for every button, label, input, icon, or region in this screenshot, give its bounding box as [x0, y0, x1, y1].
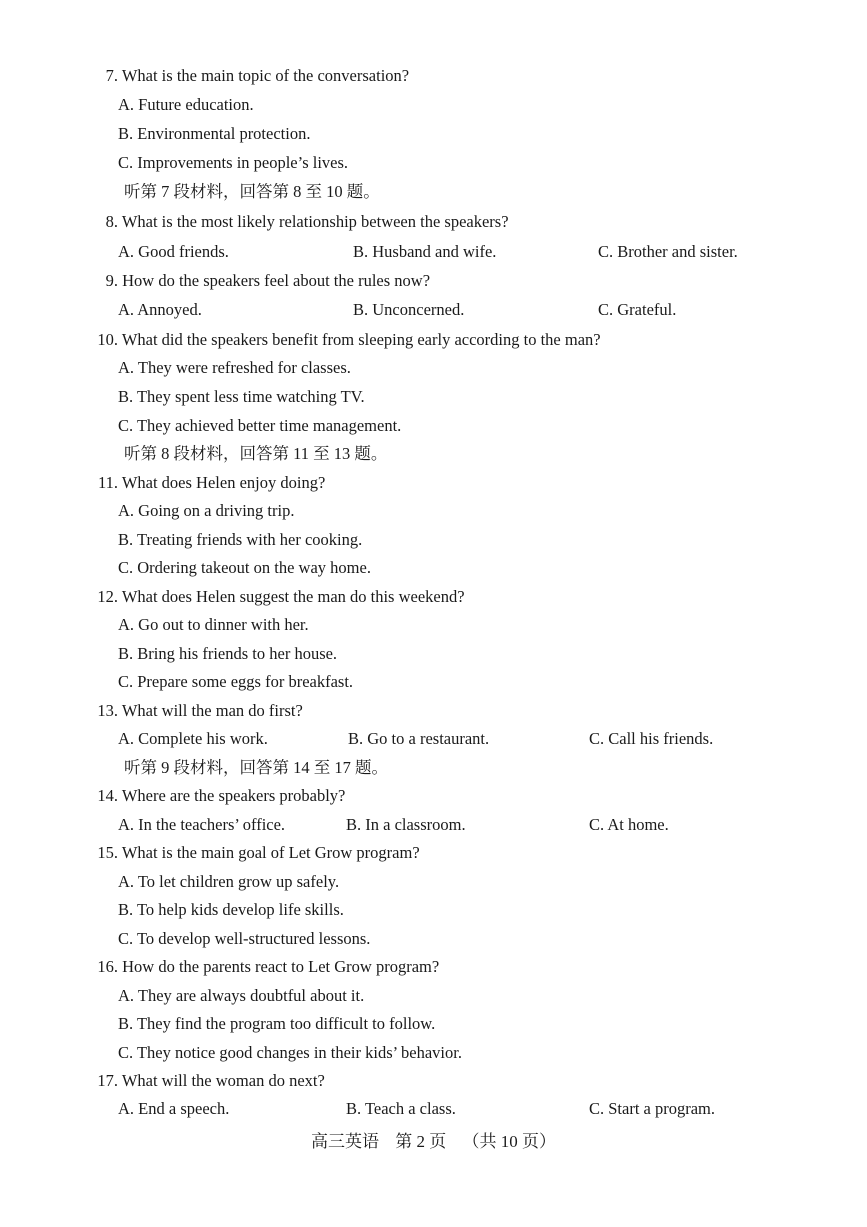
option-17b: B. Teach a class.: [346, 1099, 456, 1118]
question-15: 15. What is the main goal of Let Grow program?: [97, 843, 420, 862]
option-16c: C. They notice good changes in their kids’ behavior.: [118, 1043, 462, 1062]
section-note-7: 听第 7 段材料，回答第 8 至 10 题。: [124, 182, 380, 201]
question-8: 8. What is the most likely relationship between the speakers?: [105, 212, 509, 231]
question-9: 9. How do the speakers feel about the rules now?: [105, 271, 431, 290]
footer-subject: 高三英语: [311, 1132, 379, 1151]
question-11: 11. What does Helen enjoy doing?: [97, 473, 326, 492]
option-12a: A. Go out to dinner with her.: [118, 615, 309, 634]
option-12c: C. Prepare some eggs for breakfast.: [118, 672, 354, 691]
option-10b: B. They spent less time watching TV.: [118, 387, 365, 406]
section-note-8: 听第 8 段材料，回答第 11 至 13 题。: [124, 444, 388, 463]
option-7c: C. Improvements in people’s lives.: [118, 153, 349, 172]
option-7b: B. Environmental protection.: [118, 124, 311, 143]
option-13a: A. Complete his work.: [118, 729, 268, 748]
question-17: 17. What will the woman do next?: [97, 1071, 325, 1090]
option-8c: C. Brother and sister.: [598, 242, 738, 261]
option-16b: B. They find the program too difficult to follow.: [118, 1014, 436, 1033]
option-11b: B. Treating friends with her cooking.: [118, 530, 363, 549]
option-12b: B. Bring his friends to her house.: [118, 644, 338, 663]
question-13: 13. What will the man do first?: [97, 701, 303, 720]
option-9b: B. Unconcerned.: [353, 300, 465, 319]
question-12: 12. What does Helen suggest the man do this weekend?: [97, 587, 465, 606]
option-13b: B. Go to a restaurant.: [348, 729, 490, 748]
option-11a: A. Going on a driving trip.: [118, 501, 295, 520]
option-14c: C. At home.: [589, 815, 669, 834]
option-8b: B. Husband and wife.: [353, 242, 497, 261]
footer-page: 第 2 页: [395, 1132, 447, 1151]
question-16: 16. How do the parents react to Let Grow program?: [97, 957, 440, 976]
option-14a: A. In the teachers’ office.: [118, 815, 286, 834]
option-17a: A. End a speech.: [118, 1099, 230, 1118]
page-footer: [0, 1131, 867, 1153]
option-11c: C. Ordering takeout on the way home.: [118, 558, 371, 577]
option-14b: B. In a classroom.: [346, 815, 466, 834]
section-note-9: 听第 9 段材料，回答第 14 至 17 题。: [124, 758, 388, 777]
option-9c: C. Grateful.: [598, 300, 677, 319]
option-15b: B. To help kids develop life skills.: [118, 900, 344, 919]
footer-total: （共 10 页）: [462, 1132, 556, 1151]
option-10c: C. They achieved better time management.: [118, 416, 402, 435]
option-15a: A. To let children grow up safely.: [118, 872, 340, 891]
option-16a: A. They are always doubtful about it.: [118, 986, 365, 1005]
option-8a: A. Good friends.: [118, 242, 229, 261]
option-7a: A. Future education.: [118, 95, 254, 114]
option-13c: C. Call his friends.: [589, 729, 714, 748]
question-7: 7. What is the main topic of the conversation?: [105, 66, 410, 85]
option-15c: C. To develop well-structured lessons.: [118, 929, 371, 948]
option-17c: C. Start a program.: [589, 1099, 716, 1118]
option-9a: A. Annoyed.: [118, 300, 202, 319]
question-10: 10. What did the speakers benefit from sleeping early according to the man?: [97, 330, 601, 349]
option-10a: A. They were refreshed for classes.: [118, 358, 351, 377]
question-14: 14. Where are the speakers probably?: [97, 786, 346, 805]
